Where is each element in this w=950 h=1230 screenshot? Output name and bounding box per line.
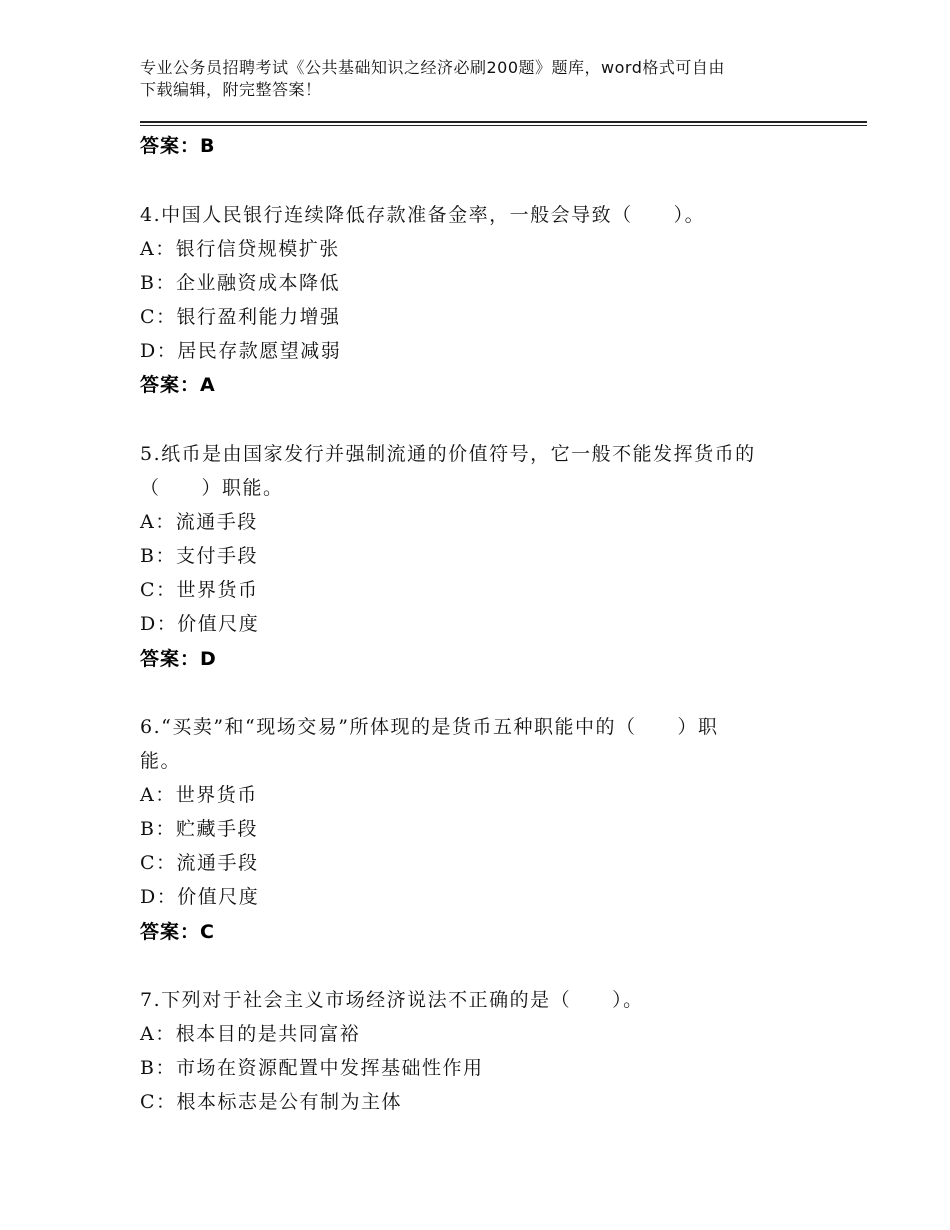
question-5-option-c: C：世界货币 [140, 579, 259, 601]
question-5-option-b: B：支付手段 [140, 545, 258, 567]
question-6-option-b: B：贮藏手段 [140, 818, 258, 840]
document-header [140, 57, 800, 101]
question-7-stem: 7.下列对于社会主义市场经济说法不正确的是（ ）。 [140, 989, 644, 1011]
header-rule-thin [140, 125, 867, 126]
question-5-stem-line-1: 5.纸币是由国家发行并强制流通的价值符号，它一般不能发挥货币的 [140, 443, 756, 465]
question-4-option-c: C：银行盈利能力增强 [140, 306, 341, 328]
question-7-option-a: A：根本目的是共同富裕 [140, 1023, 361, 1045]
question-5-option-d: D：价值尺度 [140, 613, 260, 635]
question-6-option-a: A：世界货币 [140, 784, 258, 806]
answer-q5: 答案：D [140, 648, 217, 670]
question-5-option-a: A：流通手段 [140, 511, 258, 533]
question-4-stem: 4.中国人民银行连续降低存款准备金率，一般会导致（ ）。 [140, 204, 706, 226]
header-rule-thick [140, 121, 867, 123]
question-5-stem-line-2: （ ）职能。 [140, 477, 284, 499]
question-6-option-d: D：价值尺度 [140, 886, 260, 908]
question-6-stem-line-1: 6.“买卖”和“现场交易”所体现的是货币五种职能中的（ ）职 [140, 716, 719, 738]
answer-q3: 答案：B [140, 135, 216, 157]
question-7-option-c: C：根本标志是公有制为主体 [140, 1091, 403, 1113]
question-6-option-c: C：流通手段 [140, 852, 259, 874]
question-4-option-b: B：企业融资成本降低 [140, 272, 340, 294]
header-line-2: 下载编辑，附完整答案！ [140, 80, 322, 99]
question-4-option-a: A：银行信贷规模扩张 [140, 238, 340, 260]
question-6-stem-line-2: 能。 [140, 750, 182, 772]
header-line-1: 专业公务员招聘考试《公共基础知识之经济必刷200题》题库，word格式可自由 [140, 58, 725, 77]
question-4-option-d: D：居民存款愿望减弱 [140, 340, 342, 362]
answer-q6: 答案：C [140, 921, 215, 943]
question-7-option-b: B：市场在资源配置中发挥基础性作用 [140, 1057, 484, 1079]
answer-q4: 答案：A [140, 374, 216, 396]
